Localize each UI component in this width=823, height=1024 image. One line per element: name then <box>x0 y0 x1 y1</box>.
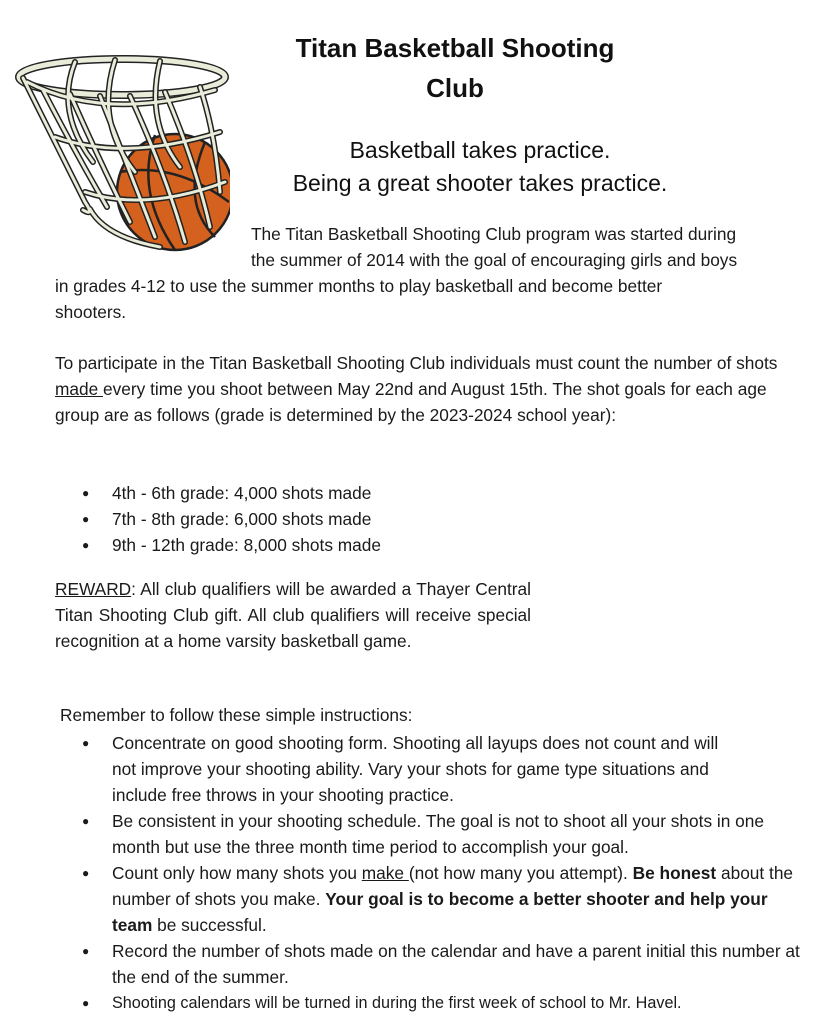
participate-paragraph <box>55 350 790 428</box>
intro-line-2: the summer of 2014 with the goal of encouraging girls and boys <box>251 250 738 270</box>
be-honest-bold: Be honest <box>632 863 717 883</box>
reward-text: : All club qualifiers will be awarded a Thayer Central Titan Shooting Club gift. All club qualifiers will receive special recognition at a home varsity basketball game. <box>55 579 531 651</box>
intro-paragraph <box>55 221 790 325</box>
instruction-3b: (not how many you attempt). <box>408 863 633 883</box>
tagline-line-1: Basketball takes practice. <box>349 137 611 163</box>
tagline <box>240 134 720 200</box>
list-item: ● 9th - 12th grade: 8,000 shots made <box>80 532 381 558</box>
intro-line-3: in grades 4-12 to use the summer months to play basketball and become better <box>55 276 663 296</box>
tagline-line-2: Being a great shooter takes practice. <box>292 170 668 196</box>
instruction-3d: be successful. <box>152 915 267 935</box>
instruction-1: ● Concentrate on good shooting form. Shooting all layups does not count and will not improve your shooting ability. Vary your shots for game type situations and include free throws in your shooting practice. <box>112 733 719 805</box>
participate-text-before: To participate in the Titan Basketball Shooting Club individuals must count the number of shots <box>55 353 778 373</box>
reward-paragraph <box>55 576 531 654</box>
title-line-1: Titan Basketball Shooting <box>295 33 615 63</box>
made-underlined: made <box>55 379 104 399</box>
title-line-2: Club <box>426 73 484 103</box>
intro-line-4: shooters. <box>55 302 127 322</box>
instruction-3a: Count only how many shots you <box>112 863 362 883</box>
list-item: ● 4th - 6th grade: 4,000 shots made <box>80 480 381 506</box>
intro-line-1: The Titan Basketball Shooting Club program was started during <box>251 224 737 244</box>
list-item <box>80 860 800 938</box>
instructions-list <box>80 730 800 1016</box>
list-item: ● Shooting calendars will be turned in during the first week of school to Mr. Havel. <box>80 990 800 1016</box>
reward-label: REWARD <box>55 579 132 599</box>
shot-goals-list <box>80 480 381 558</box>
make-underlined: make <box>361 863 409 883</box>
goal-bold: Your goal is to become a better shooter and help your team <box>112 889 768 935</box>
page-title <box>240 28 670 108</box>
list-item: ● Be consistent in your shooting schedule. The goal is not to shoot all your shots in one month but use the three month time period to accomplish your goal. <box>80 808 800 860</box>
list-item <box>80 730 800 808</box>
list-item: ● 7th - 8th grade: 6,000 shots made <box>80 506 381 532</box>
instructions-heading: Remember to follow these simple instructions: <box>60 705 413 725</box>
participate-text-after: every time you shoot between May 22nd and August 15th. The shot goals for each age group are as follows (grade is determined by the 2023-2024 school year): <box>55 379 767 425</box>
instruction-3c: about the number of shots you make. <box>112 863 794 909</box>
list-item: ● Record the number of shots made on the calendar and have a parent initial this number at the end of the summer. <box>80 938 800 990</box>
